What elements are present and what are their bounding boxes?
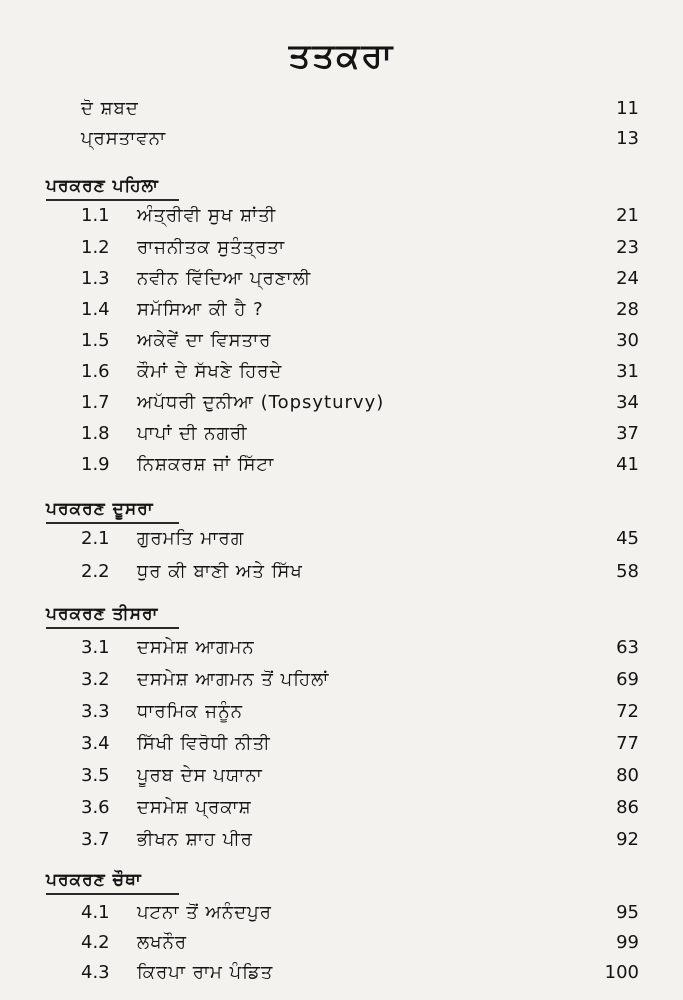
- toc-entry: [0, 233, 683, 263]
- entry-page: 72: [616, 701, 639, 722]
- entry-page: 58: [616, 561, 639, 582]
- entry-page: 30: [616, 330, 639, 351]
- toc-entry: [0, 633, 683, 663]
- section-underline: [46, 627, 179, 629]
- entry-page: 63: [616, 637, 639, 658]
- entry-page: 100: [604, 962, 639, 983]
- toc-entry: [0, 419, 683, 449]
- entry-number: 1.6: [81, 361, 110, 382]
- entry-number: 1.9: [81, 454, 110, 475]
- entry-label: ਨਿਸ਼ਕਰਸ਼ ਜਾਂ ਸਿੱਟਾ: [137, 454, 275, 475]
- toc-entry: [0, 761, 683, 791]
- entry-page: 34: [616, 392, 639, 413]
- entry-page: 99: [616, 932, 639, 953]
- page-title: ਤਤਕਰਾ: [288, 36, 395, 76]
- toc-entry: [0, 326, 683, 356]
- toc-entry: [0, 94, 683, 124]
- entry-label: ਕਿਰਪਾ ਰਾਮ ਪੰਡਿਤ: [137, 962, 274, 983]
- section-heading: ਪਰਕਰਣ ਪਹਿਲਾ: [46, 176, 159, 196]
- entry-page: 24: [616, 268, 639, 289]
- entry-page: 41: [616, 454, 639, 475]
- toc-entry: [0, 793, 683, 823]
- entry-label: ਪ੍ਰਸਤਾਵਨਾ: [81, 128, 167, 149]
- entry-label: ਲਖਨੌਰ: [137, 932, 187, 953]
- entry-page: 13: [616, 128, 639, 149]
- toc-entry: [0, 524, 683, 554]
- entry-label: ਗੁਰਮਤਿ ਮਾਰਗ: [137, 528, 245, 549]
- entry-label: ਅਕੇਵੇਂ ਦਾ ਵਿਸਤਾਰ: [137, 330, 272, 351]
- toc-entry: [0, 928, 683, 958]
- entry-page: 95: [616, 902, 639, 923]
- entry-number: 3.7: [81, 829, 110, 850]
- entry-page: 37: [616, 423, 639, 444]
- entry-page: 11: [616, 98, 639, 119]
- entry-label: ਦੋ ਸ਼ਬਦ: [81, 98, 139, 119]
- toc-entry: [0, 697, 683, 727]
- entry-number: 1.3: [81, 268, 110, 289]
- entry-label: ਸਿੱਖੀ ਵਿਰੋਧੀ ਨੀਤੀ: [137, 733, 271, 754]
- entry-number: 4.1: [81, 902, 110, 923]
- toc-entry: [0, 898, 683, 928]
- entry-number: 2.1: [81, 528, 110, 549]
- entry-number: 1.2: [81, 237, 110, 258]
- entry-number: 3.2: [81, 669, 110, 690]
- entry-label: ਨਵੀਨ ਵਿੱਦਿਆ ਪ੍ਰਣਾਲੀ: [137, 268, 312, 289]
- toc-entry: [0, 201, 683, 231]
- entry-number: 1.8: [81, 423, 110, 444]
- entry-number: 2.2: [81, 561, 110, 582]
- entry-number: 1.1: [81, 205, 110, 226]
- entry-number: 4.2: [81, 932, 110, 953]
- entry-label: ਅਪੱਧਰੀ ਦੁਨੀਆ (Topsyturvy): [137, 392, 385, 413]
- entry-number: 1.5: [81, 330, 110, 351]
- entry-label: ਧਾਰਮਿਕ ਜਨੂੰਨ: [137, 701, 243, 722]
- toc-entry: [0, 357, 683, 387]
- toc-entry: [0, 665, 683, 695]
- toc-entry: [0, 825, 683, 855]
- toc-entry: [0, 388, 683, 418]
- entry-page: 31: [616, 361, 639, 382]
- entry-number: 4.3: [81, 962, 110, 983]
- section-underline: [46, 893, 179, 895]
- entry-label: ਭੀਖਨ ਸ਼ਾਹ ਪੀਰ: [137, 829, 253, 850]
- entry-label: ਦਸਮੇਸ਼ ਆਗਮਨ: [137, 637, 255, 658]
- toc-entry: [0, 729, 683, 759]
- entry-page: 86: [616, 797, 639, 818]
- entry-page: 69: [616, 669, 639, 690]
- entry-label: ਦਸਮੇਸ਼ ਪ੍ਰਕਾਸ਼: [137, 797, 252, 818]
- entry-page: 77: [616, 733, 639, 754]
- entry-label: ਪੂਰਬ ਦੇਸ ਪਯਾਨਾ: [137, 765, 263, 786]
- entry-number: 3.4: [81, 733, 110, 754]
- entry-number: 3.6: [81, 797, 110, 818]
- entry-label: ਪਟਨਾ ਤੋਂ ਅਨੰਦਪੁਰ: [137, 902, 272, 923]
- entry-number: 1.4: [81, 299, 110, 320]
- entry-number: 3.1: [81, 637, 110, 658]
- toc-entry: [0, 124, 683, 154]
- section-heading: ਪਰਕਰਣ ਤੀਸਰਾ: [46, 604, 159, 624]
- entry-page: 28: [616, 299, 639, 320]
- entry-label: ਧੁਰ ਕੀ ਬਾਣੀ ਅਤੇ ਸਿੱਖ: [137, 561, 303, 582]
- toc-entry: [0, 295, 683, 325]
- entry-label: ਅੰਤ੍ਰੀਵੀ ਸੁਖ ਸ਼ਾਂਤੀ: [137, 205, 277, 226]
- entry-page: 23: [616, 237, 639, 258]
- entry-page: 45: [616, 528, 639, 549]
- entry-page: 80: [616, 765, 639, 786]
- toc-entry: [0, 450, 683, 480]
- entry-page: 92: [616, 829, 639, 850]
- entry-page: 21: [616, 205, 639, 226]
- section-heading: ਪਰਕਰਣ ਚੌਥਾ: [46, 870, 142, 890]
- entry-label: ਦਸਮੇਸ਼ ਆਗਮਨ ਤੋਂ ਪਹਿਲਾਂ: [137, 669, 330, 690]
- toc-entry: [0, 264, 683, 294]
- toc-entry: [0, 958, 683, 988]
- toc-entry: [0, 557, 683, 587]
- entry-label: ਸਮੱਸਿਆ ਕੀ ਹੈ ?: [137, 299, 264, 320]
- entry-label: ਪਾਪਾਂ ਦੀ ਨਗਰੀ: [137, 423, 248, 444]
- entry-number: 3.5: [81, 765, 110, 786]
- entry-number: 3.3: [81, 701, 110, 722]
- entry-label: ਕੌਮਾਂ ਦੇ ਸੱਖਣੇ ਹਿਰਦੇ: [137, 361, 283, 382]
- section-heading: ਪਰਕਰਣ ਦੂਸਰਾ: [46, 499, 154, 519]
- entry-number: 1.7: [81, 392, 110, 413]
- entry-label: ਰਾਜਨੀਤਕ ਸੁਤੰਤ੍ਰਤਾ: [137, 237, 286, 258]
